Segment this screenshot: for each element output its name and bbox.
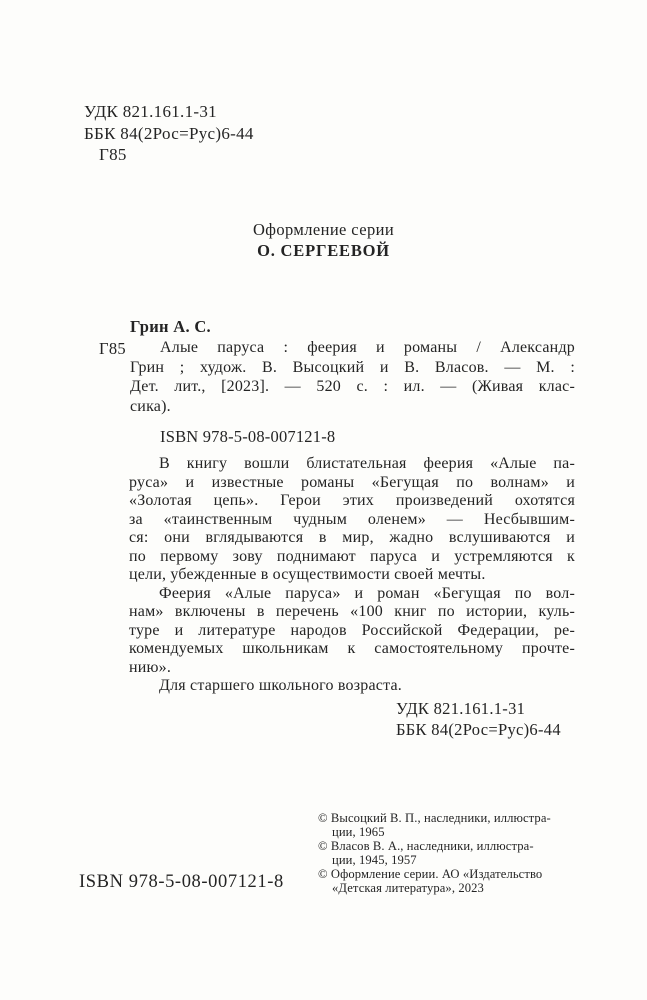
text-line: нию». [129, 658, 172, 676]
text-line: Феерия «Алые паруса» и роман «Бегущая по вол- [159, 584, 575, 602]
text-line: комендуемых школьникам к самостоятельному прочте- [129, 640, 575, 657]
series-designer-name: О. СЕРГЕЕВОЙ [257, 241, 390, 260]
text-line: сика). [130, 397, 171, 415]
author-sign-entry: Г85 [99, 339, 126, 358]
text-line: ции, 1965 [332, 824, 385, 839]
copyright-block [318, 812, 600, 895]
series-design-label: Оформление серии [252, 220, 395, 239]
udk-code-bottom: УДК 821.161.1-31 [396, 699, 526, 718]
text-line: Грин ; худож. В. Высоцкий и В. Власов. — М. : [130, 358, 575, 376]
annotation-paragraph-1 [129, 455, 575, 585]
text-line: © Оформление серии. АО «Издательство [318, 866, 543, 881]
bbk-code-bottom: ББК 84(2Рос=Рус)6-44 [396, 719, 561, 739]
text-line: цели, убежденные в осуществимости своей мечты. [129, 566, 486, 583]
bbk-code-top: ББК 84(2Рос=Рус)6-44 [84, 123, 254, 143]
text-line: «Золотая цепь». Герои этих произведений охотятся [129, 492, 575, 509]
annotation-paragraph-2 [129, 585, 575, 678]
copyright-entry-illustrator-1 [318, 812, 600, 840]
udk-code-top: УДК 821.161.1-31 [84, 102, 217, 121]
text-line: нам» включены в перечень «100 книг по истории, куль- [129, 603, 575, 620]
isbn-entry: ISBN 978-5-08-007121-8 [160, 427, 336, 446]
copyright-entry-illustrator-2 [318, 840, 600, 868]
text-line: за «таинственным чудным оленем» — Несбывшим- [129, 510, 575, 528]
catalog-author: Грин А. С. [130, 317, 211, 336]
text-line: по первому зову поднимают паруса и устремляются к [129, 547, 575, 565]
series-design-block [0, 219, 647, 261]
annotation-block [129, 455, 575, 696]
isbn-bottom: ISBN 978-5-08-007121-8 [79, 872, 284, 892]
text-line: © Власов В. А., наследники, иллюстра- [318, 838, 534, 853]
text-line: © Высоцкий В. П., наследники, иллюстра- [318, 811, 551, 825]
text-line: Алые паруса : феерия и романы / Александр [160, 339, 575, 356]
text-line: «Детская литература», 2023 [332, 880, 484, 895]
text-line: ции, 1945, 1957 [332, 852, 417, 867]
age-note: Для старшего школьного возраста. [159, 677, 402, 694]
text-line: В книгу вошли блистательная феерия «Алые па- [159, 455, 575, 472]
top-classification-block [84, 101, 254, 166]
catalog-entry [130, 338, 575, 416]
bottom-classification-block [396, 699, 561, 740]
text-line: туре и литературе народов Российской Федерации, ре- [129, 621, 575, 639]
text-line: Дет. лит., [2023]. — 520 с. : ил. — (Живая клас- [130, 378, 575, 395]
author-sign-top: Г85 [99, 145, 127, 164]
text-line: руса» и известные романы «Бегущая по волнам» и [129, 473, 575, 491]
text-line: ся: они вглядываются в мир, жадно вслушиваются и [129, 529, 575, 546]
copyright-entry-publisher [318, 868, 600, 896]
